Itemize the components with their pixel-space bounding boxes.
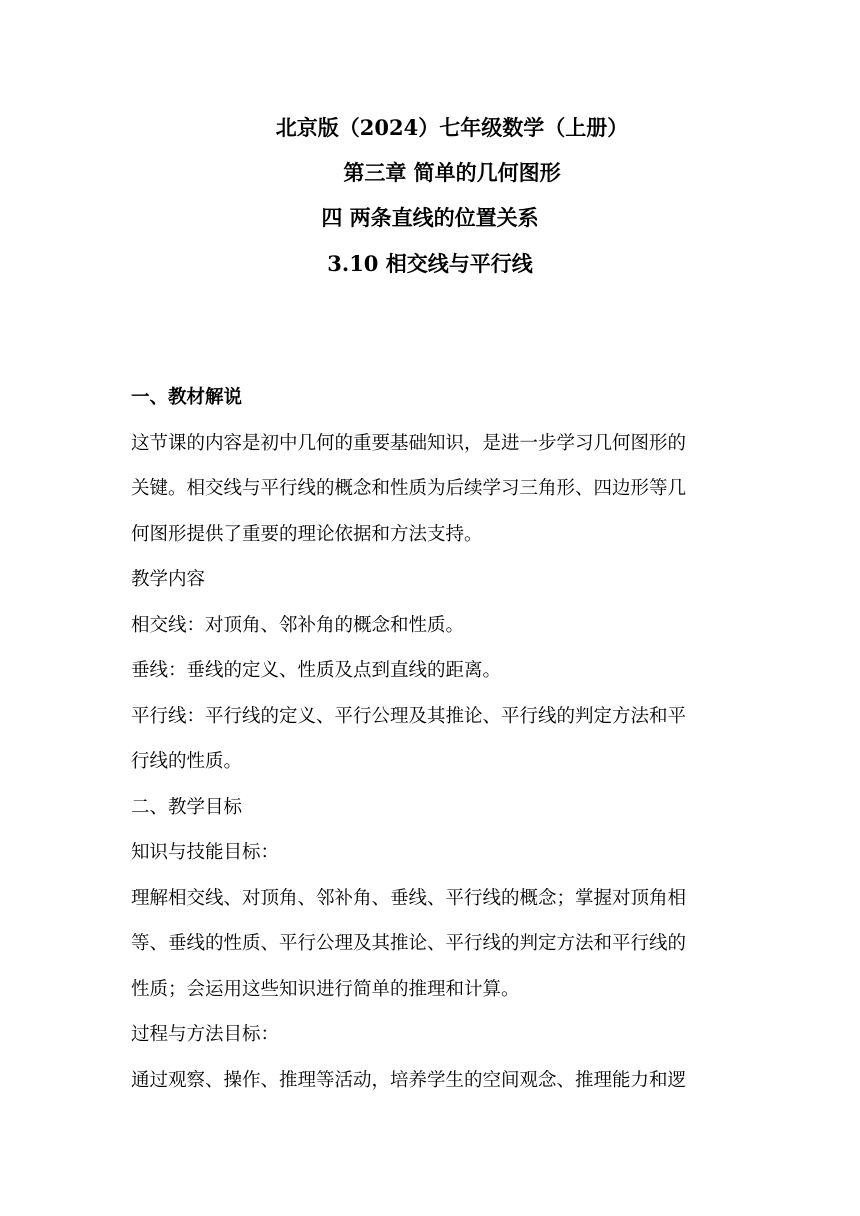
subheading-process-goals: 过程与方法目标： [131,1024,280,1045]
paragraph-line: 等、垂线的性质、平行公理及其推论、平行线的判定方法和平行线的 [131,933,687,954]
section-heading-textbook-analysis: 一、教材解说 [131,387,243,408]
title-section: 四 两条直线的位置关系 [321,205,539,230]
paragraph-line: 行线的性质。 [131,751,243,772]
title-lesson: 3.10 相交线与平行线 [327,251,533,276]
document-body [131,375,741,1103]
paragraph-line: 关键。相交线与平行线的概念和性质为后续学习三角形、四边形等几 [131,478,687,499]
paragraph-line: 通过观察、操作、推理等活动，培养学生的空间观念、推理能力和逻 [131,1069,687,1091]
paragraph-line: 平行线：平行线的定义、平行公理及其推论、平行线的判定方法和平 [131,705,687,727]
subheading-knowledge-goals: 知识与技能目标： [131,842,280,863]
paragraph-line: 何图形提供了重要的理论依据和方法支持。 [131,523,483,545]
paragraph-line: 性质；会运用这些知识进行简单的推理和计算。 [131,978,520,1000]
paragraph-line: 垂线：垂线的定义、性质及点到直线的距离。 [131,660,502,681]
paragraph-line: 相交线：对顶角、邻补角的概念和性质。 [131,614,465,636]
subheading-teaching-content: 教学内容 [131,569,206,590]
title-chapter: 第三章 简单的几何图形 [343,160,561,185]
paragraph-line: 理解相交线、对顶角、邻补角、垂线、平行线的概念；掌握对顶角相 [131,887,687,909]
paragraph-line: 这节课的内容是初中几何的重要基础知识，是进一步学习几何图形的 [131,432,687,454]
section-heading-teaching-goals: 二、教学目标 [131,796,243,818]
title-textbook: 北京版（2024）七年级数学（上册） [275,115,629,140]
